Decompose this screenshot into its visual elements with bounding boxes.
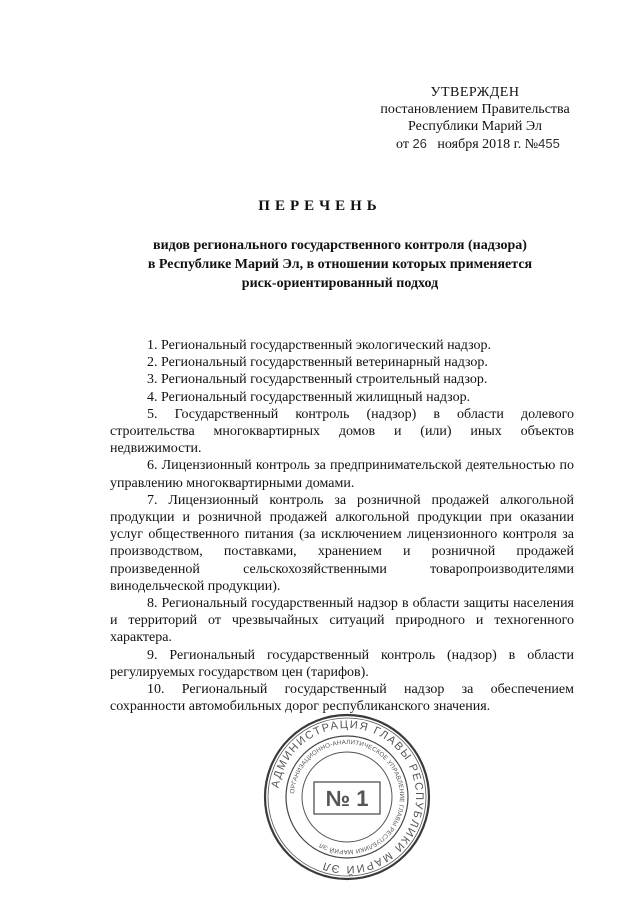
list-item: 8. Региональный государственный надзор в области защиты населения и территорий от чрезвычайных ситуаций природного и техногенного характера. <box>110 596 574 646</box>
document-title: ПЕРЕЧЕНЬ <box>258 198 382 214</box>
stamp-seal-icon <box>262 712 432 882</box>
subtitle-line: в Республике Марий Эл, в отношении которых применяется <box>147 257 533 272</box>
date-prefix: от <box>396 137 409 152</box>
approval-line-2: Республики Марий Эл <box>408 119 542 134</box>
official-stamp <box>262 712 432 882</box>
date-middle: ноября 2018 г. № <box>437 137 539 152</box>
control-types-list <box>110 337 574 715</box>
approval-block <box>360 84 590 153</box>
list-item: 10. Региональный государственный надзор за обеспечением сохранности автомобильных дорог республиканского значения. <box>110 682 574 715</box>
list-item: 4. Региональный государственный жилищный надзор. <box>147 389 471 405</box>
list-item: 3. Региональный государственный строительный надзор. <box>147 372 488 388</box>
approval-line-1: постановлением Правительства <box>380 102 570 117</box>
subtitle-line: риск-ориентированный подход <box>241 276 439 291</box>
subtitle-line: видов регионального государственного контроля (надзора) <box>153 238 527 253</box>
stamp-inner-text: ОРГАНИЗАЦИОННО-АНАЛИТИЧЕСКОЕ УПРАВЛЕНИЕ ГЛАВЫ РЕСПУБЛИКИ МАРИЙ ЭЛ <box>289 738 406 856</box>
list-item: 2. Региональный государственный ветеринарный надзор. <box>147 355 488 371</box>
decree-number: 455 <box>538 136 560 151</box>
stamp-outer-text: АДМИНИСТРАЦИЯ ГЛАВЫ РЕСПУБЛИКИ МАРИЙ ЭЛ <box>269 718 426 876</box>
approval-date <box>360 135 590 153</box>
list-item: 1. Региональный государственный экологический надзор. <box>147 338 492 353</box>
list-item: 9. Региональный государственный контроль (надзор) в области регулируемых государством цен (тарифов). <box>110 647 574 680</box>
document-subtitle <box>110 236 570 293</box>
list-item: 5. Государственный контроль (надзор) в области долевого строительства многоквартирных домов и (или) иных объектов недвижимости. <box>110 406 574 457</box>
date-day: 26 <box>412 136 427 151</box>
stamp-number: № 1 <box>325 786 369 811</box>
list-item: 6. Лицензионный контроль за предпринимательской деятельностью по управлению многоквартирными домами. <box>110 458 574 491</box>
list-item: 7. Лицензионный контроль за розничной продажей алкогольной продукции и розничной продажей алкогольной продукции при оказании услуг общественного питания (за исключением лицензионного контроля за производством, поставками, хранением и розничной продажей произведенной сельскохозяйственными товаропроизводителями винодельческой продукции). <box>110 492 574 594</box>
approval-title: УТВЕРЖДЕН <box>430 85 520 100</box>
